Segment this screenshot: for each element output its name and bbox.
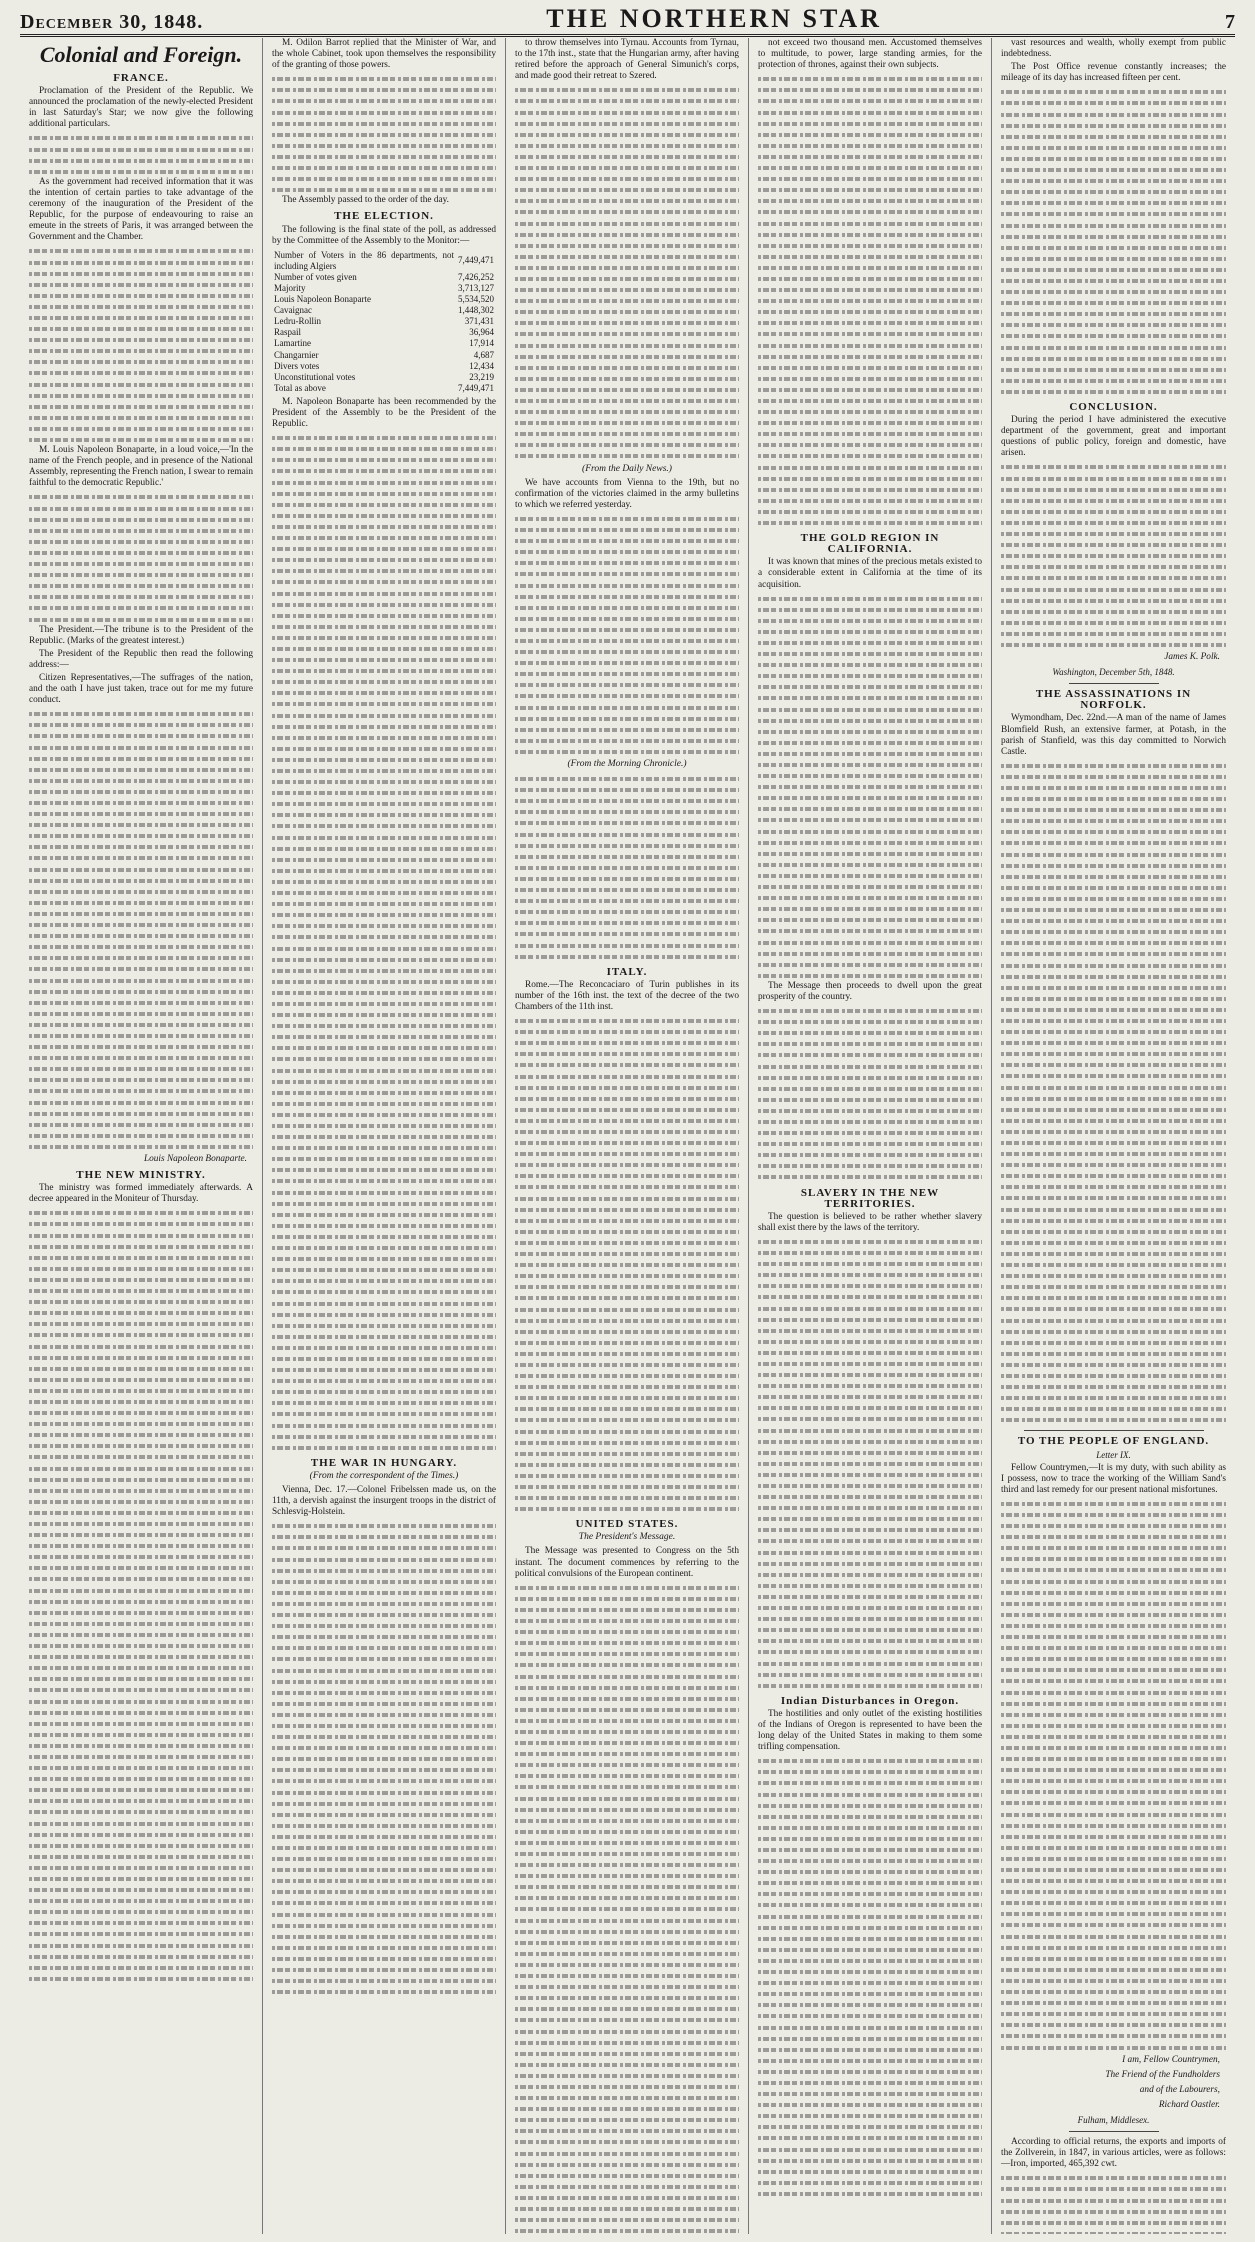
- war-subhead: (From the correspondent of the Times.): [309, 1470, 459, 1481]
- appeal-place: Fulham, Middlesex.: [1077, 2114, 1150, 2125]
- tally-label: Unconstitutional votes: [274, 371, 356, 382]
- appeal-closing: I am, Fellow Countrymen,: [1122, 2054, 1220, 2065]
- paragraph: The hostilities and only outlet of the existing hostilities of the Indians of Oregon is represented to have been the long delay of the United States in making to them some trifling compensation.: [758, 1708, 982, 1753]
- tally-row: [272, 294, 496, 305]
- tally-row: [272, 316, 496, 327]
- candidate-name: Cavaignac: [274, 305, 312, 316]
- tally-row: [272, 361, 496, 372]
- paragraph: Wymondham, Dec. 22nd.—A man of the name of James Blomfield Rush, an extensive farmer, at Potash, in the parish of Stanfield, was this day committed to Norwich Castle.: [1001, 713, 1226, 757]
- signature: James K. Polk.: [1164, 652, 1220, 663]
- tally-row: [272, 372, 496, 383]
- candidate-name: Lamartine: [274, 338, 311, 349]
- paragraph: M. Louis Napoleon Bonaparte, in a loud voice,—'In the name of the French people, and in presence of the National Assembly, representing the French nation, I swear to remain faithful to the democratic Republic.': [29, 445, 254, 489]
- tally-value: 23,219: [469, 371, 494, 382]
- appeal-heading: TO THE PEOPLE OF ENGLAND.: [1017, 1435, 1210, 1448]
- appeal-closing: The Friend of the Fundholders: [1105, 2069, 1220, 2080]
- paragraph: Fellow Countrymen,—It is my duty, with such ability as I possess, now to trace the working of the William Sand's third and last remedy for our present national misfortunes.: [1001, 1462, 1226, 1495]
- paragraph: The Post Office revenue constantly increases; the mileage of its day has increased fifteen per cent.: [1001, 62, 1226, 84]
- candidate-votes: 4,687: [473, 349, 494, 360]
- paragraph: The ministry was formed immediately afterwards. A decree appeared in the Moniteur of Thursday.: [29, 1183, 253, 1205]
- issue-date: December 30, 1848.: [20, 11, 204, 33]
- tally-value: 3,713,127: [458, 282, 494, 293]
- signature-place: Washington, December 5th, 1848.: [1052, 667, 1175, 678]
- election-tally: [272, 250, 496, 394]
- tally-value: 7,449,471: [458, 382, 494, 393]
- paragraph: vast resources and wealth, wholly exempt from public indebtedness.: [1001, 38, 1226, 60]
- tally-label: Majority: [274, 282, 306, 293]
- appeal-closing: and of the Labourers,: [1139, 2084, 1220, 2095]
- candidate-votes: 36,964: [469, 327, 494, 338]
- tally-row: [272, 327, 496, 338]
- paragraph: Proclamation of the President of the Republic. We announced the proclamation of the newly-elected President in last Saturday's Star; we now give the following additional particulars.: [29, 86, 253, 130]
- paragraph: M. Napoleon Bonaparte has been recommended by the President of the Assembly to be the President of the Republic.: [272, 396, 496, 430]
- section-title: Colonial and Foreign.: [39, 42, 243, 67]
- source-subhead: (From the Morning Chronicle.): [567, 759, 687, 769]
- tally-label: Number of votes given: [274, 271, 357, 282]
- paragraph: The Assembly passed to the order of the day.: [282, 195, 449, 206]
- paragraph: Citizen Representatives,—The suffrages of the nation, and the oath I have just taken, trace out for me my future conduct.: [29, 672, 253, 706]
- paragraph: not exceed two thousand men. Accustomed themselves to multitude, to power, large standing armies, for the protection of thrones, against their own subjects.: [758, 38, 982, 71]
- divider: [1069, 683, 1159, 684]
- election-heading: THE ELECTION.: [334, 210, 434, 223]
- column-1: [20, 38, 263, 2234]
- tally-value: 7,426,252: [458, 271, 494, 282]
- appeal-signature: Richard Oastler.: [1158, 2099, 1220, 2110]
- france-heading: FRANCE.: [113, 72, 169, 84]
- paragraph: The following is the final state of the poll, as addressed by the Committee of the Assembly to the Monitor:—: [272, 224, 496, 246]
- newspaper-title: THE NORTHERN STAR: [546, 4, 882, 33]
- divider: [1024, 1430, 1204, 1431]
- tally-value: 7,449,471: [458, 255, 494, 266]
- ministry-heading: THE NEW MINISTRY.: [76, 1169, 206, 1182]
- tally-row: [272, 383, 496, 394]
- paragraph: Rome.—The Reconcaciaro of Turin publishes in its number of the 16th inst. the text of the decree of the two Chambers of the 11th inst.: [515, 979, 739, 1012]
- paragraph: M. Odilon Barrot replied that the Minister of War, and the whole Cabinet, took upon themselves the responsibility of the granting of those powers.: [272, 38, 496, 71]
- candidate-votes: 17,914: [469, 338, 494, 349]
- paragraph: According to official returns, the exports and imports of the Zollverein, in 1847, in various articles, were as follows:—Iron, imported, 465,392 cwt.: [1001, 2137, 1226, 2170]
- candidate-name: Ledru-Rollin: [274, 316, 321, 327]
- divider: [1069, 2131, 1159, 2132]
- tally-row: [272, 250, 496, 272]
- paragraph: The question is believed to be rather whether slavery shall exist there by the laws of the territory.: [758, 1211, 982, 1233]
- column-3: [506, 38, 749, 2234]
- page-number: 7: [1224, 11, 1235, 33]
- candidate-name: Raspail: [274, 327, 301, 338]
- usa-subhead: The President's Message.: [578, 1532, 676, 1543]
- tally-label: Total as above: [274, 382, 326, 393]
- paragraph: Vienna, Dec. 17.—Colonel Fribelssen made us, on the 11th, a dervish against the insurgent troops in the district of Schlesvig-Holstein.: [272, 1485, 496, 1518]
- candidate-votes: 12,434: [469, 360, 494, 371]
- gold-heading: THE GOLD REGION IN CALIFORNIA.: [800, 532, 940, 556]
- column-2: [263, 38, 506, 2234]
- paragraph: to throw themselves into Tyrnau. Accounts from Tyrnau, to the 17th inst., state that the Hungarian army, after having retired before the approach of General Simunich's corps, and made good their retreat to Szered.: [515, 38, 739, 82]
- tally-row: [272, 305, 496, 316]
- article-columns: [20, 38, 1235, 2234]
- usa-heading: UNITED STATES.: [575, 1518, 679, 1531]
- indian-heading: Indian Disturbances in Oregon.: [780, 1694, 960, 1707]
- tally-row: [272, 272, 496, 283]
- conclusion-heading: CONCLUSION.: [1069, 401, 1158, 413]
- candidate-name: Divers votes: [274, 360, 320, 371]
- masthead: [20, 6, 1235, 37]
- candidate-votes: 1,448,302: [458, 305, 494, 316]
- tally-row: [272, 338, 496, 349]
- italy-heading: ITALY.: [606, 965, 648, 978]
- candidate-name: Louis Napoleon Bonaparte: [274, 294, 371, 305]
- war-heading: THE WAR IN HUNGARY.: [310, 1456, 458, 1469]
- paragraph: We have accounts from Vienna to the 19th, but no confirmation of the victories claimed in the army bulletins to which we referred yesterday.: [515, 477, 739, 510]
- paragraph: It was known that mines of the precious metals existed to a considerable extent in California at the time of its acquisition.: [758, 557, 982, 590]
- paragraph: The President.—The tribune is to the President of the Republic. (Marks of the greatest interest.): [29, 624, 253, 646]
- column-4: [749, 38, 992, 2234]
- signature: Louis Napoleon Bonaparte.: [143, 1154, 247, 1164]
- paragraph: The Message was presented to Congress on the 5th instant. The document commences by referring to the political convulsions of the European continent.: [515, 1546, 739, 1579]
- paragraph: During the period I have administered the executive department of the government, great and important questions of public policy, foreign and domestic, have arisen.: [1001, 415, 1226, 459]
- paragraph: The President of the Republic then read the following address:—: [29, 648, 253, 670]
- candidate-votes: 5,534,520: [458, 294, 494, 305]
- column-5: [992, 38, 1235, 2234]
- tally-label: Number of Voters in the 86 departments, not including Algiers: [274, 249, 454, 271]
- source-subhead: (From the Daily News.): [582, 463, 672, 474]
- tally-row: [272, 350, 496, 361]
- paragraph: The Message then proceeds to dwell upon the great prosperity of the country.: [758, 980, 982, 1002]
- slavery-heading: SLAVERY IN THE NEW TERRITORIES.: [800, 1186, 940, 1210]
- candidate-name: Changarnier: [274, 349, 319, 360]
- tally-row: [272, 283, 496, 294]
- assassinations-heading: THE ASSASSINATIONS IN NORFOLK.: [1035, 688, 1192, 712]
- paragraph: As the government had received information that it was the intention of certain parties to take advantage of the ceremony of the inauguration of the President of the Republic, for the purpose of endeavouring to raise an emeute in the streets of Paris, it was arranged between the Government and the Chamber.: [29, 176, 253, 243]
- letter-number: Letter IX.: [1096, 1449, 1131, 1460]
- candidate-votes: 371,431: [464, 316, 494, 327]
